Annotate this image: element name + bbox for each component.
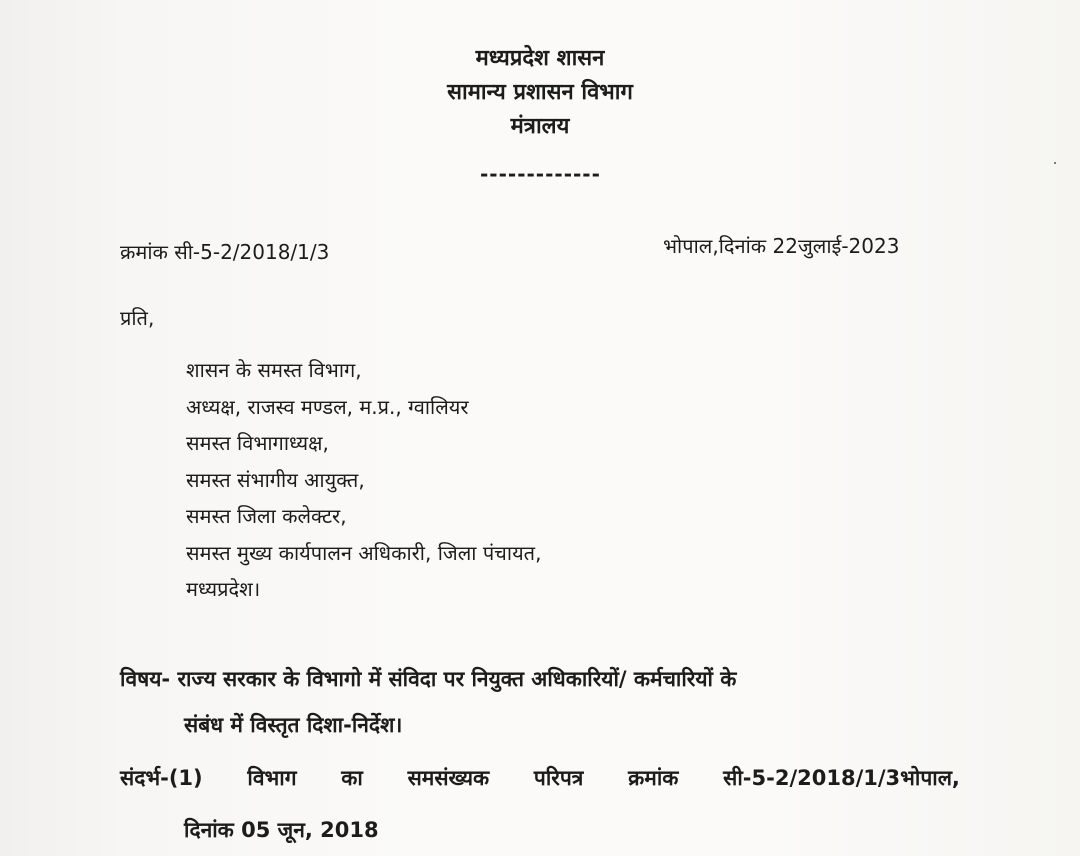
- department-name: सामान्य प्रशासन विभाग: [447, 80, 633, 105]
- reference-number: क्रमांक सी-5-2/2018/1/3: [120, 240, 330, 264]
- subject-block: [120, 656, 980, 748]
- government-name: मध्यप्रदेश शासन: [475, 46, 605, 71]
- reference-block: [120, 752, 980, 856]
- recipient-item: समस्त मुख्य कार्यपालन अधिकारी, जिला पंचायत,: [186, 540, 542, 565]
- recipient-item: मध्यप्रदेश।: [186, 577, 261, 601]
- recipient-item: समस्त जिला कलेक्टर,: [186, 504, 347, 528]
- addressee-label: प्रति,: [120, 306, 155, 330]
- ministry-name: मंत्रालय: [510, 114, 570, 139]
- header-divider: -------------: [480, 162, 601, 186]
- reference-word: क्रमांक: [628, 766, 679, 790]
- reference-line-continued: दिनांक 05 जून, 2018: [184, 818, 379, 842]
- place-and-date: भोपाल,दिनांक 22जुलाई-2023: [663, 234, 900, 258]
- reference-word: परिपत्र: [533, 766, 584, 790]
- subject-line: विषय- राज्य सरकार के विभागो में संविदा पर नियुक्त अधिकारियों/ कर्मचारियों के: [120, 667, 737, 691]
- recipient-list: [186, 352, 541, 608]
- recipient-item: समस्त संभागीय आयुक्त,: [186, 467, 365, 492]
- reference-word: संदर्भ-(1): [120, 766, 203, 790]
- reference-word: विभाग: [247, 766, 297, 790]
- letter-header: [340, 42, 740, 144]
- reference-word: सी-5-2/2018/1/3भोपाल,: [723, 766, 960, 790]
- recipient-item: शासन के समस्त विभाग,: [186, 358, 362, 382]
- subject-line-continued: संबंध में विस्तृत दिशा-निर्देश।: [184, 713, 403, 737]
- recipient-item: अध्यक्ष, राजस्व मण्डल, म.प्र., ग्वालियर: [186, 394, 469, 419]
- paper-speck: [1054, 162, 1056, 164]
- reference-word: का: [341, 766, 363, 790]
- reference-word: समसंख्यक: [407, 766, 490, 790]
- recipient-item: समस्त विभागाध्यक्ष,: [186, 431, 329, 455]
- reference-line: [120, 752, 960, 804]
